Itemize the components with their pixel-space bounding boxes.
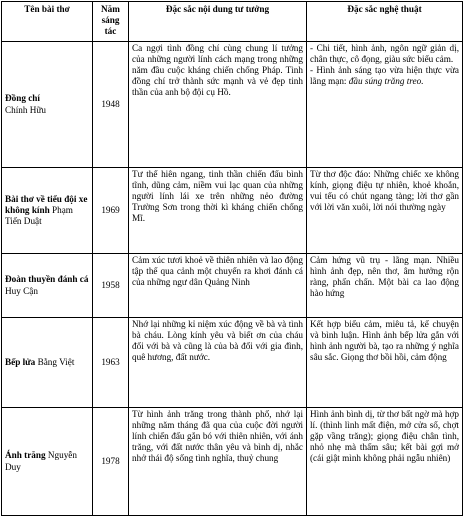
year-cell: 1958 — [93, 254, 129, 318]
poem-author: Phạm Tiến Duật — [5, 204, 73, 227]
poem-author: Bằng Việt — [37, 356, 75, 367]
art-line: - Chi tiết, hình ảnh, ngôn ngữ giản dị, chân thực, cô đọng, giàu sức biểu cảm. — [310, 43, 459, 65]
header-art: Đặc sắc nghệ thuật — [307, 2, 463, 42]
content-cell: Nhớ lại những kỉ niệm xúc động về bà và tình bà cháu. Lòng kính yêu và biết ơn của cháu đối với bà và cũng là của bà đối với gia đình, quê hương, đất nước. — [129, 318, 307, 408]
poem-cell — [2, 408, 93, 516]
poem-author: Chính Hữu — [5, 104, 46, 115]
table-row — [2, 42, 463, 168]
poem-title: Đồng chí — [5, 93, 40, 104]
year-cell: 1948 — [93, 42, 129, 168]
poem-title: Bài thơ về tiểu đội xe không kính — [5, 193, 88, 215]
year-cell: 1963 — [93, 318, 129, 408]
art-italic: đầu súng trăng treo. — [348, 76, 424, 87]
header-title: Tên bài thơ — [2, 2, 93, 42]
table-row — [2, 318, 463, 408]
year-cell: 1969 — [93, 168, 129, 254]
poem-title: Đoàn thuyền đánh cá — [5, 274, 89, 285]
content-cell: Ca ngợi tình đồng chí cùng chung lí tưởng của những người lính cách mạng trong những năm đầu cuộc kháng chiến chống Pháp. Tình đồng chí trở thành sức mạnh và vẻ đẹp tinh thần của anh bộ đội cụ Hồ. — [129, 42, 307, 168]
poem-author: Nguyễn Duy — [5, 450, 77, 472]
poem-cell — [2, 42, 93, 168]
art-cell: Cảm hứng vũ trụ - lãng mạn. Nhiều hình ảnh đẹp, nên thơ, âm hưởng rộn ràng, phấn chấn. Một bài ca lao động hào hứng — [307, 254, 463, 318]
art-cell: Hình ảnh bình dị, từ thơ bất ngờ mà hợp lí. (thình lình mất điện, mở cửa sổ, chợt gặp vầng trăng); giọng điệu chân tình, nhỏ nhẹ mà thấm sâu; kết bài gợi mở (cái giật mình không phải ngẫu nhiên) — [307, 408, 463, 516]
poem-cell — [2, 318, 93, 408]
header-row — [2, 2, 463, 42]
year-cell: 1978 — [93, 408, 129, 516]
poem-author: Huy Cận — [5, 285, 38, 296]
poetry-summary-table — [1, 1, 463, 516]
table-row — [2, 408, 463, 516]
poem-cell — [2, 168, 93, 254]
poem-title: Bếp lửa — [5, 356, 36, 367]
art-cell — [307, 42, 463, 168]
content-cell: Từ hình ảnh trăng trong thành phố, nhớ lại những năm tháng đã qua của cuộc đời người lính chiến đấu gắn bó với thiên nhiên, với ánh trăng, với đất nước thân yêu và bình dị, nhắc nhở thái độ sống tình nghĩa, thuỷ chung — [129, 408, 307, 516]
header-year: Năm sáng tác — [93, 2, 129, 42]
art-cell: Từ thơ độc đáo: Những chiếc xe không kính, giọng điệu tự nhiên, khoẻ khoắn, vui tếu có chút ngang tàng; lời thơ gần với lời văn xuôi, lời nói thường ngày — [307, 168, 463, 254]
content-cell: Cảm xúc tươi khoẻ về thiên nhiên và lao động tập thể qua cảnh một chuyến ra khơi đánh cá của những ngư dân Quảng Ninh — [129, 254, 307, 318]
art-line: - Hình ảnh sáng tạo vừa hiện thực vừa lãng mạn: — [310, 65, 459, 87]
table-row — [2, 254, 463, 318]
art-cell: Kết hợp biểu cảm, miêu tả, kể chuyện và bình luận. Hình ảnh bếp lửa gắn với hình ảnh người bà, tạo ra những ý nghĩa sâu sắc. Giọng thơ bồi hồi, cảm động — [307, 318, 463, 408]
poem-cell — [2, 254, 93, 318]
table-row — [2, 168, 463, 254]
poem-title: Ánh trăng — [5, 450, 46, 461]
header-content: Đặc sắc nội dung tư tưởng — [129, 2, 307, 42]
content-cell: Tư thế hiên ngang, tinh thần chiến đấu bình tĩnh, dũng cảm, niềm vui lạc quan của những người lính lái xe trên những nẻo đường Trường Sơn trong thời kì kháng chiến chống Mĩ. — [129, 168, 307, 254]
